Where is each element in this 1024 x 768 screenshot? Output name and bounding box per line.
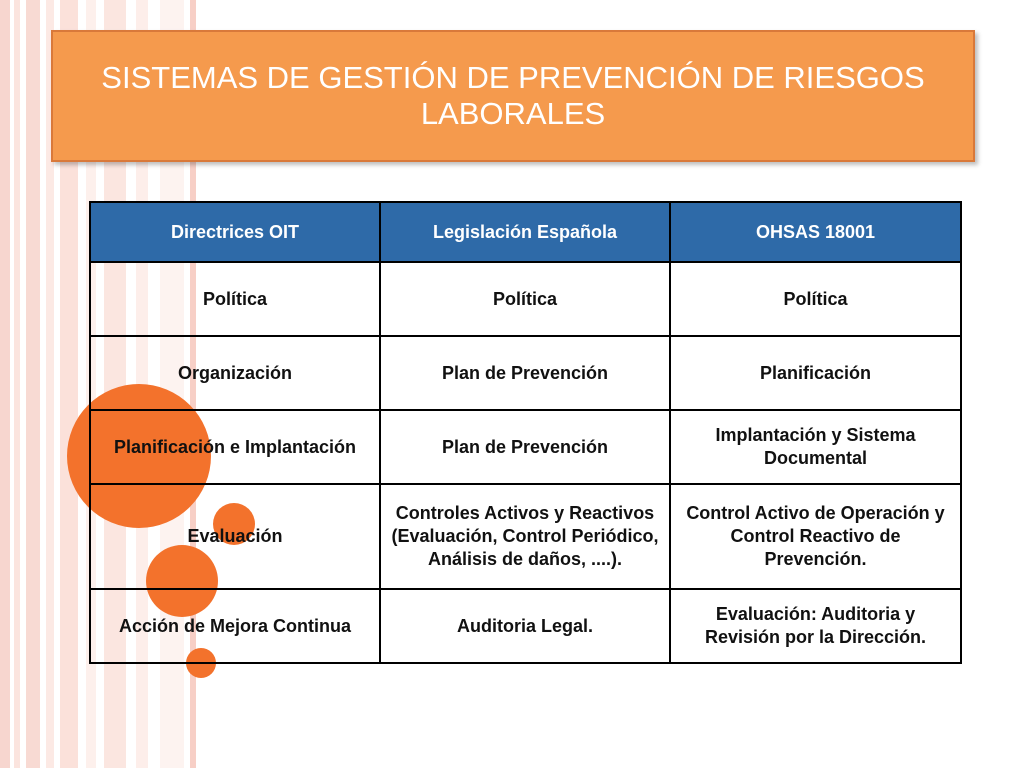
table-row <box>90 484 961 589</box>
table-header-row <box>90 202 961 262</box>
table-cell: Acción de Mejora Continua <box>90 589 380 663</box>
table-row <box>90 589 961 663</box>
table-cell: Evaluación <box>90 484 380 589</box>
header-ohsas-18001: OHSAS 18001 <box>670 202 961 262</box>
background-stripe <box>0 0 10 768</box>
table-cell: Organización <box>90 336 380 410</box>
table-cell: Auditoria Legal. <box>380 589 670 663</box>
table-cell: Control Activo de Operación y Control Reactivo de Prevención. <box>670 484 961 589</box>
table-cell: Política <box>90 262 380 336</box>
comparison-table <box>89 201 962 664</box>
background-stripe <box>14 0 20 768</box>
header-directrices-oit: Directrices OIT <box>90 202 380 262</box>
table-cell: Plan de Prevención <box>380 410 670 484</box>
header-legislacion-espanola: Legislación Española <box>380 202 670 262</box>
title-banner <box>51 30 975 162</box>
table-row <box>90 262 961 336</box>
table-cell: Plan de Prevención <box>380 336 670 410</box>
table-cell: Política <box>670 262 961 336</box>
page-title: SISTEMAS DE GESTIÓN DE PREVENCIÓN DE RIESGOS LABORALES <box>101 60 925 131</box>
table-cell: Planificación <box>670 336 961 410</box>
table-cell: Planificación e Implantación <box>90 410 380 484</box>
table-cell: Controles Activos y Reactivos (Evaluación, Control Periódico, Análisis de daños, ....). <box>380 484 670 589</box>
table-cell: Implantación y Sistema Documental <box>670 410 961 484</box>
background-stripe <box>26 0 40 768</box>
table-row <box>90 410 961 484</box>
table-row <box>90 336 961 410</box>
table-cell: Evaluación: Auditoria y Revisión por la Dirección. <box>670 589 961 663</box>
table-cell: Política <box>380 262 670 336</box>
